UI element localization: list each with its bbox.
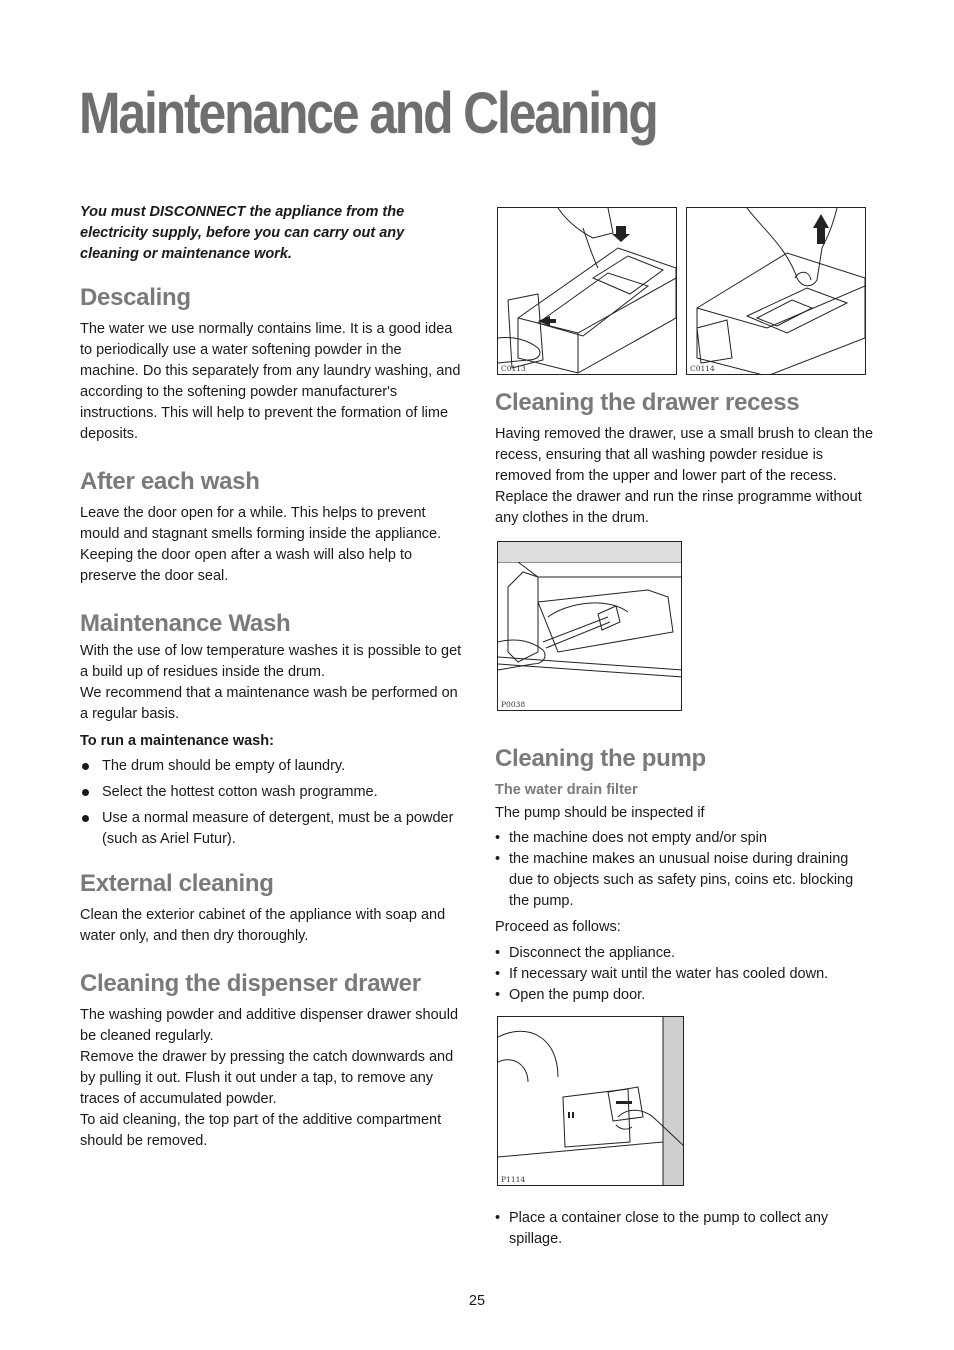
brush-illustration (498, 542, 682, 711)
section-body: The washing powder and additive dispenser drawer should be cleaned regularly. (80, 1007, 459, 1044)
figure-additive-compartment (686, 207, 866, 375)
section-cleaning-pump (495, 744, 875, 1006)
maintenance-wash-list (80, 756, 462, 850)
section-drawer-recess (495, 388, 875, 529)
section-heading: After each wash (80, 468, 260, 495)
section-body: Leave the door open for a while. This helps to prevent mould and stagnant smells forming inside the appliance. Keeping the door open after a wash will also help to preserve the door seal. (80, 505, 442, 584)
section-heading: Cleaning the dispenser drawer (80, 970, 421, 997)
drawer-illustration (498, 208, 677, 375)
section-dispenser-drawer (80, 969, 462, 1152)
section-body: The water we use normally contains lime. It is a good idea to periodically use a water softening powder in the machine. Do this separately from any laundry washing, and according to the softening powder manufacturer's instructions. This will help to prevent the formation of lime deposits. (80, 321, 461, 442)
list-item: • Disconnect the appliance. (495, 943, 875, 964)
figure-drawer-removal (497, 207, 677, 375)
list-item: Select the hottest cotton wash programme. (80, 782, 462, 803)
list-item: • the machine does not empty and/or spin (495, 828, 875, 849)
section-body: We recommend that a maintenance wash be performed on a regular basis. (80, 685, 458, 722)
figure-code: C0113 (501, 364, 526, 373)
pump-door-illustration (498, 1017, 684, 1186)
figure-code: C0114 (690, 364, 715, 373)
section-body: Remove the drawer by pressing the catch downwards and by pulling it out. Flush it out under a tap, to remove any traces of accumulated powder. (80, 1049, 454, 1107)
section-descaling (80, 283, 462, 445)
section-maintenance-wash (80, 609, 462, 850)
section-body: To aid cleaning, the top part of the additive compartment should be removed. (80, 1112, 442, 1149)
section-heading: Descaling (80, 284, 191, 311)
section-body: Clean the exterior cabinet of the appliance with soap and water only, and then dry thoroughly. (80, 907, 446, 944)
pump-subheading: The water drain filter (495, 782, 638, 798)
figure-brush-cleaning (497, 541, 682, 711)
section-body: Proceed as follows: (495, 919, 621, 935)
compartment-illustration (687, 208, 866, 375)
left-column (80, 202, 462, 1152)
page-number: 25 (468, 1293, 486, 1309)
section-after-each-wash (80, 467, 462, 587)
pump-conditions-list (495, 828, 875, 912)
drawer-figures (495, 207, 875, 375)
list-item: Use a normal measure of detergent, must be a powder (such as Ariel Futur). (80, 808, 462, 850)
right-column (495, 207, 875, 1250)
section-body: With the use of low temperature washes it is possible to get a build up of residues inside the drum. (80, 643, 462, 680)
section-body: The pump should be inspected if (495, 805, 705, 821)
section-heading: External cleaning (80, 870, 274, 897)
section-body: Having removed the drawer, use a small brush to clean the recess, ensuring that all washing powder residue is removed from the upper and lower part of the recess. Replace the drawer and run the rinse programme without any clothes in the drum. (495, 426, 874, 526)
maintenance-wash-subheading: To run a maintenance wash: (80, 733, 274, 749)
disconnect-warning: You must DISCONNECT the appliance from the electricity supply, before you can carry out any cleaning or maintenance work. (80, 204, 405, 262)
list-item: • If necessary wait until the water has cooled down. (495, 964, 875, 985)
section-heading: Cleaning the pump (495, 745, 706, 772)
list-item: • Place a container close to the pump to collect any spillage. (495, 1208, 875, 1250)
figure-pump-door (497, 1016, 684, 1186)
section-heading: Maintenance Wash (80, 610, 291, 637)
figure-code: P1114 (501, 1175, 526, 1184)
section-external-cleaning (80, 869, 462, 947)
pump-final-step-list (495, 1208, 875, 1250)
figure-code: P0038 (501, 700, 526, 709)
list-item: • the machine makes an unusual noise during draining due to objects such as safety pins, coins etc. blocking the pump. (495, 849, 875, 912)
list-item: The drum should be empty of laundry. (80, 756, 462, 777)
list-item: • Open the pump door. (495, 985, 875, 1006)
section-heading: Cleaning the drawer recess (495, 389, 800, 416)
pump-steps-list (495, 943, 875, 1006)
page-title: Maintenance and Cleaning (79, 81, 657, 146)
